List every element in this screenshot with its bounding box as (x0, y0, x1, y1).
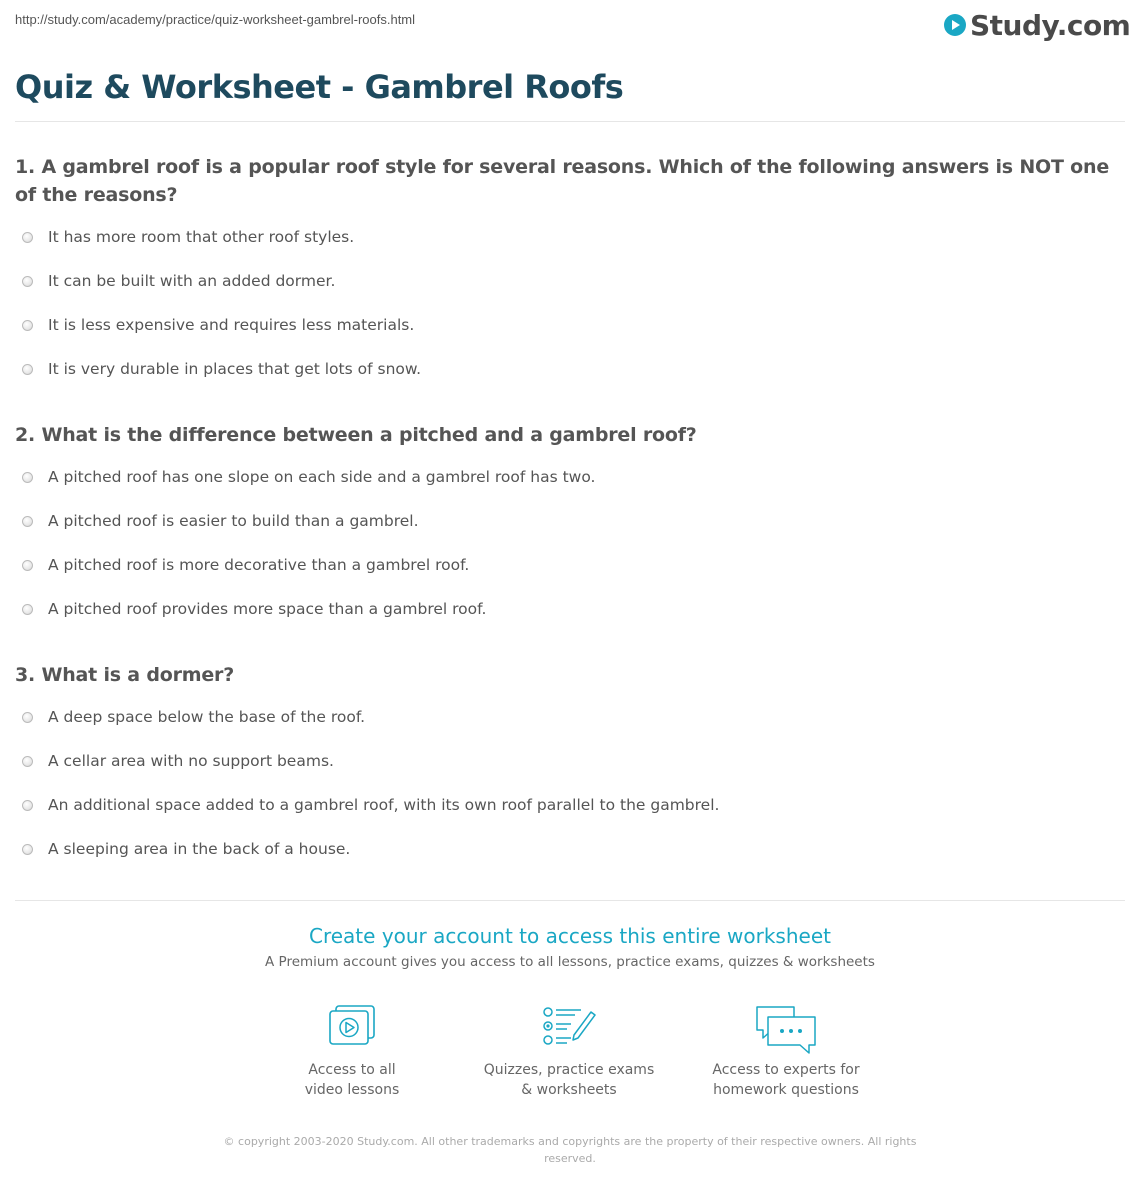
answer-label: A pitched roof provides more space than a gambrel roof. (48, 600, 487, 618)
answer-option[interactable] (22, 468, 595, 486)
radio-button[interactable] (22, 276, 33, 287)
footer-line2: reserved. (544, 1152, 596, 1165)
answer-option[interactable] (22, 228, 354, 246)
answer-label: It is very durable in places that get lots of snow. (48, 360, 422, 378)
question-3: 3. What is a dormer? (15, 664, 235, 686)
answer-option[interactable] (22, 512, 419, 530)
radio-button[interactable] (22, 712, 33, 723)
answer-label: A pitched roof is easier to build than a gambrel. (48, 512, 419, 530)
cta-divider (15, 900, 1125, 901)
radio-button[interactable] (22, 560, 33, 571)
radio-button[interactable] (22, 364, 33, 375)
study-logo[interactable] (944, 5, 1130, 45)
radio-button[interactable] (22, 800, 33, 811)
create-account-link[interactable]: Create your account to access this entire worksheet (309, 924, 831, 948)
feature-label-line1: Access to all (308, 1062, 396, 1078)
feature-label-line1: Quizzes, practice exams (483, 1062, 655, 1078)
cta-subtitle: A Premium account gives you access to all lessons, practice exams, quizzes & worksheets (265, 954, 875, 970)
answer-option[interactable] (22, 272, 335, 290)
answer-option[interactable] (22, 316, 414, 334)
answer-label: It can be built with an added dormer. (48, 272, 336, 290)
copyright-footer (220, 1133, 920, 1167)
feature-video-lessons (252, 1004, 452, 1100)
feature-quizzes (469, 1004, 669, 1100)
question-1: 1. A gambrel roof is a popular roof style for several reasons. Which of the following answers is NOT one of the reasons? (15, 156, 1110, 206)
radio-button[interactable] (22, 756, 33, 767)
title-divider (15, 121, 1125, 122)
answer-label: It has more room that other roof styles. (48, 228, 355, 246)
feature-label-line2: homework questions (713, 1082, 859, 1098)
answer-label: An additional space added to a gambrel roof, with its own roof parallel to the gambrel. (48, 796, 720, 814)
answer-option[interactable] (22, 796, 719, 814)
chat-bubbles-icon (754, 1004, 818, 1056)
answer-option[interactable] (22, 556, 469, 574)
radio-button[interactable] (22, 844, 33, 855)
answer-option[interactable] (22, 360, 421, 378)
feature-label-line2: video lessons (304, 1082, 400, 1098)
radio-button[interactable] (22, 232, 33, 243)
question-2: 2. What is the difference between a pitched and a gambrel roof? (15, 424, 697, 446)
logo-text: Study.com (970, 8, 1131, 42)
radio-button[interactable] (22, 516, 33, 527)
footer-line1: © copyright 2003-2020 Study.com. All other trademarks and copyrights are the property of their respective owners. All rights (223, 1135, 917, 1148)
feature-label-line2: & worksheets (521, 1082, 617, 1098)
answer-option[interactable] (22, 600, 486, 618)
answer-option[interactable] (22, 752, 334, 770)
answer-option[interactable] (22, 708, 365, 726)
answer-option[interactable] (22, 840, 350, 858)
radio-button[interactable] (22, 320, 33, 331)
quiz-checklist-icon (541, 1004, 597, 1048)
play-circle-icon (944, 14, 966, 36)
feature-label-line1: Access to experts for (712, 1062, 860, 1078)
answer-label: A pitched roof is more decorative than a gambrel roof. (48, 556, 470, 574)
feature-experts (686, 1004, 886, 1100)
radio-button[interactable] (22, 604, 33, 615)
page-title: Quiz & Worksheet - Gambrel Roofs (15, 68, 624, 106)
answer-label: A pitched roof has one slope on each side and a gambrel roof has two. (48, 468, 596, 486)
answer-label: It is less expensive and requires less materials. (48, 316, 415, 334)
answer-label: A sleeping area in the back of a house. (48, 840, 351, 858)
page-url: http://study.com/academy/practice/quiz-worksheet-gambrel-roofs.html (15, 12, 416, 27)
answer-label: A cellar area with no support beams. (48, 752, 334, 770)
video-lessons-icon (326, 1004, 378, 1048)
radio-button[interactable] (22, 472, 33, 483)
answer-label: A deep space below the base of the roof. (48, 708, 366, 726)
